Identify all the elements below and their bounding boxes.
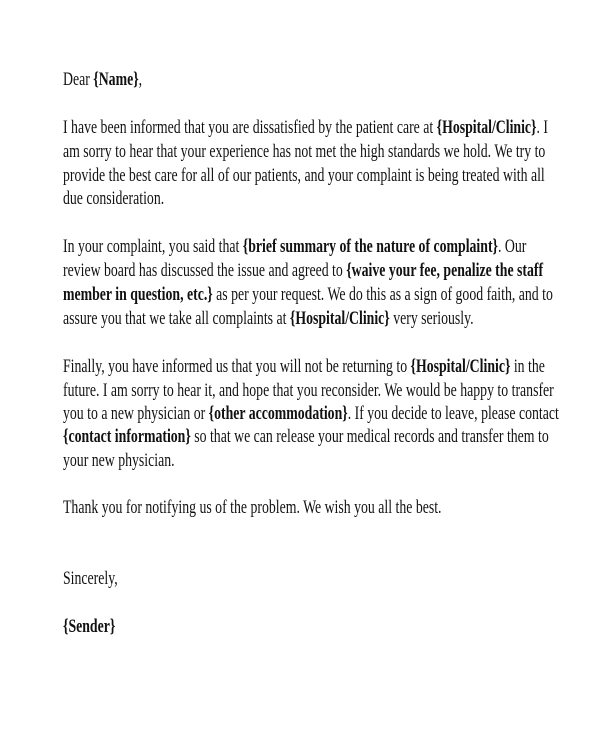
paragraph-line bbox=[63, 259, 543, 283]
closing-line bbox=[63, 567, 118, 591]
text-run: . Our bbox=[497, 236, 527, 257]
paragraph-line bbox=[63, 235, 526, 259]
signature-line bbox=[63, 615, 115, 639]
text-run: you to a new physician or bbox=[63, 403, 209, 424]
text-run: Dear bbox=[63, 69, 94, 90]
salutation-line bbox=[63, 68, 142, 92]
placeholder-field: {Hospital/Clinic} bbox=[289, 308, 390, 329]
text-run: Thank you for notifying us of the problem. We wish you all the best. bbox=[63, 497, 442, 518]
paragraph-line bbox=[63, 283, 553, 307]
text-run: . If you decide to leave, please contact bbox=[347, 403, 559, 424]
paragraph-line bbox=[63, 164, 545, 188]
paragraph-line bbox=[63, 449, 175, 473]
paragraph-line bbox=[63, 379, 554, 403]
paragraph-line bbox=[63, 187, 164, 211]
placeholder-field: {other accommodation} bbox=[208, 403, 348, 424]
placeholder-field: {brief summary of the nature of complaint} bbox=[242, 236, 498, 257]
paragraph-line bbox=[63, 402, 559, 426]
text-run: review board has discussed the issue and agreed to bbox=[63, 260, 347, 281]
placeholder-field: member in question, etc.} bbox=[63, 284, 213, 305]
text-run: very seriously. bbox=[389, 308, 474, 329]
placeholder-field: {Sender} bbox=[63, 616, 116, 637]
placeholder-field: {contact information} bbox=[63, 426, 191, 447]
text-run: your new physician. bbox=[63, 450, 175, 471]
text-run: so that we can release your medical records and transfer them to bbox=[190, 426, 549, 447]
text-run: , bbox=[138, 69, 143, 90]
text-run: provide the best care for all of our patients, and your complaint is being treated with all bbox=[63, 165, 545, 186]
paragraph-line bbox=[63, 307, 474, 331]
placeholder-field: {Name} bbox=[93, 69, 139, 90]
paragraph-line bbox=[63, 116, 548, 140]
text-run: Finally, you have informed us that you will not be returning to bbox=[63, 356, 411, 377]
text-run: in the bbox=[510, 356, 545, 377]
text-run: Sincerely, bbox=[63, 568, 118, 589]
text-run: I have been informed that you are dissatisfied by the patient care at bbox=[63, 117, 437, 138]
placeholder-field: {Hospital/Clinic} bbox=[436, 117, 537, 138]
placeholder-field: {Hospital/Clinic} bbox=[410, 356, 511, 377]
paragraph-line bbox=[63, 496, 442, 520]
paragraph-line bbox=[63, 355, 545, 379]
text-run: future. I am sorry to hear it, and hope that you reconsider. We would be happy to transfer bbox=[63, 380, 554, 401]
text-run: assure you that we take all complaints at bbox=[63, 308, 290, 329]
text-run: In your complaint, you said that bbox=[63, 236, 243, 257]
text-run: due consideration. bbox=[63, 188, 165, 209]
paragraph-line bbox=[63, 425, 549, 449]
text-run: am sorry to hear that your experience has not met the high standards we hold. We try to bbox=[63, 141, 546, 162]
text-run: as per your request. We do this as a sign of good faith, and to bbox=[212, 284, 553, 305]
text-run: . I bbox=[536, 117, 548, 138]
paragraph-line bbox=[63, 140, 545, 164]
placeholder-field: {waive your fee, penalize the staff bbox=[346, 260, 544, 281]
